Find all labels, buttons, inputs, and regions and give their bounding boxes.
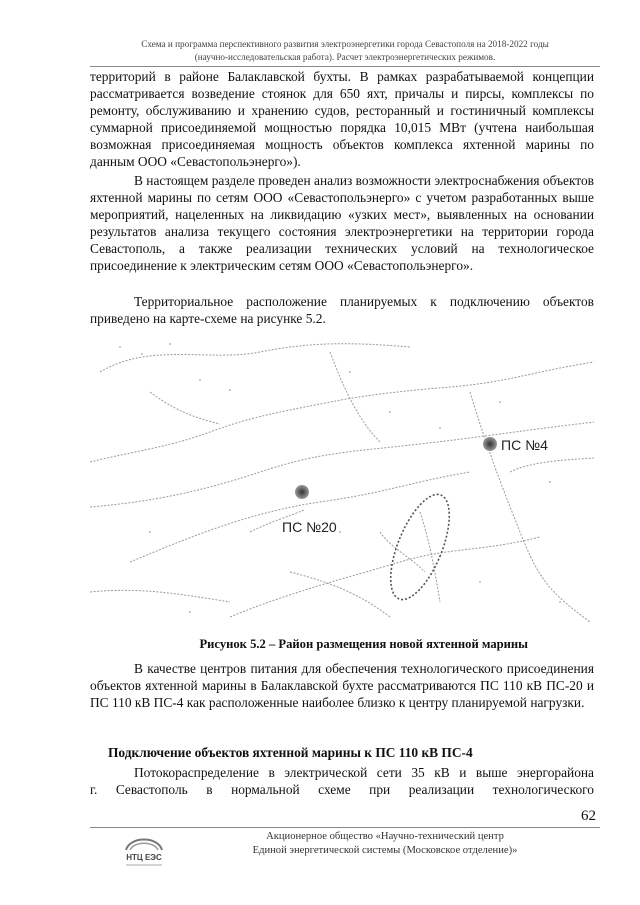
paragraph-3-container: [90, 293, 594, 327]
marina-area-ellipse: [379, 487, 462, 607]
header-line-1: Схема и программа перспективного развития электроэнергетики города Севастополя на 2018-2022 годы: [141, 39, 549, 49]
paragraph-5-container: [90, 764, 594, 798]
paragraph-3: Территориальное расположение планируемых к подключению объектов приведено на карте-схеме на рисунке 5.2.: [90, 294, 594, 327]
section-heading: Подключение объектов яхтенной марины к ПС 110 кВ ПС-4: [108, 745, 473, 760]
substation-ps20-marker: [295, 485, 309, 499]
figure-caption: Рисунок 5.2 – Район размещения новой яхтенной марины: [199, 637, 528, 651]
running-footer: [200, 830, 570, 858]
header-divider: [90, 66, 600, 67]
map-lines: [90, 344, 594, 622]
page-number: 62: [581, 808, 596, 824]
paragraph-5-line-2: г. Севастополь в нормальной схеме при реализации технологического: [90, 782, 594, 798]
header-line-2: (научно-исследовательская работа). Расчет электроэнергетических режимов.: [194, 52, 496, 62]
footer-line-1: Акционерное общество «Научно-технический центр: [266, 831, 504, 842]
substation-ps20-label: ПС №20: [282, 519, 337, 535]
figure-map: [90, 332, 594, 632]
paragraph-1: территорий в районе Балаклавской бухты. В рамках разрабатываемой концепции рассматривается возведение стоянок для 650 яхт, причалы и пирсы, комплексы по ремонту, обслуживанию и хранению судов, ресторанный и гостиничный комплексы суммарной присоединяемой мощностью порядка 10,015 МВт (учтена наибольшая возможная присоединяемая мощность объектов комплекса яхтенной марины по данным ООО «Севастопольэнерго»).: [90, 69, 594, 170]
substation-ps4-label: ПС №4: [501, 437, 548, 453]
paragraph-5-line-1: Потокораспределение в электрической сети 35 кВ и выше энергорайона: [134, 765, 594, 780]
map-scheme: [90, 332, 594, 632]
paragraph-4-container: [90, 660, 594, 711]
footer-divider: [90, 827, 600, 828]
substation-ps4-marker: [483, 437, 497, 451]
paragraph-4: В качестве центров питания для обеспечения технологического присоединения объектов яхтенной марины в Балаклавской бухте рассматриваются ПС 110 кВ ПС-20 и ПС 110 кВ ПС-4 как расположенные наиболее близко к центру планируемой нагрузки.: [90, 661, 594, 711]
footer-line-2: Единой энергетической системы (Московское отделение)»: [252, 845, 518, 856]
paragraph-2: В настоящем разделе проведен анализ возможности электроснабжения объектов яхтенной марины по сетям ООО «Севастопольэнерго» с учетом разработанных выше мероприятий, нацеленных на ликвидацию «узких мест», выявленных на основании результатов анализа текущего состояния электроэнергетики на территории города Севастополь, а также реализации технических условий на технологическое присоединение к электрическим сетям ООО «Севастопольэнерго».: [90, 173, 594, 274]
map-speckles: [119, 343, 561, 613]
running-header: [90, 38, 600, 64]
svg-text:НТЦ ЕЭС: НТЦ ЕЭС: [126, 853, 162, 862]
paragraph-1-container: [90, 68, 594, 171]
company-logo: [120, 832, 168, 872]
paragraph-2-container: [90, 172, 594, 275]
